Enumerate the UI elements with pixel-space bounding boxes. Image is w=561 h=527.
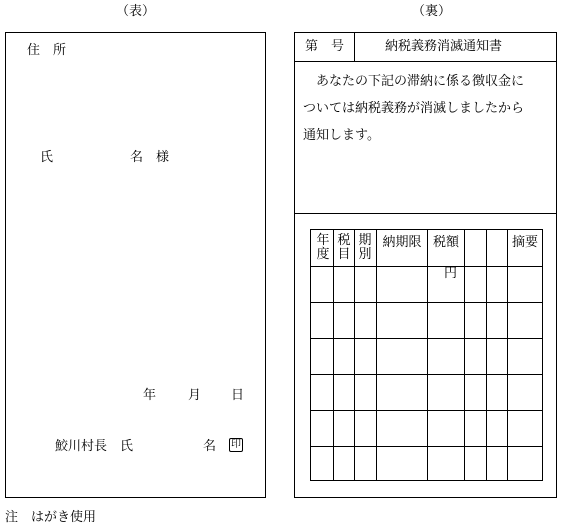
body-line-3: 通知します。	[303, 128, 380, 143]
date-year: 年	[143, 388, 157, 403]
body-line-1: あなたの下記の滞納に係る徴収金に	[316, 74, 525, 89]
header-remarks: 摘要	[511, 235, 538, 250]
header-divider	[294, 61, 557, 62]
address-label: 住 所	[27, 43, 67, 58]
usage-note: 注 はがき使用	[5, 510, 97, 525]
front-heading: （表）	[116, 4, 156, 19]
header-due-date: 納期限	[382, 235, 422, 250]
header-tax-item: 税目	[337, 233, 351, 262]
name-suffix: 名 様	[130, 150, 170, 165]
header-period: 期別	[358, 233, 372, 262]
yen-unit: 円	[444, 266, 458, 281]
body-line-2: ついては納税義務が消滅しましたから	[303, 101, 525, 116]
header-tax-amount: 税額	[432, 235, 459, 250]
header-blank-1	[465, 236, 486, 256]
header-separator	[354, 32, 355, 62]
header-year: 年度	[316, 233, 330, 262]
seal-text: 印	[231, 439, 241, 450]
date-month: 月	[188, 388, 202, 403]
number-label: 第 号	[305, 39, 345, 54]
issuer-name-label: 名	[203, 439, 217, 454]
seal-mark	[229, 438, 243, 452]
notice-title: 納税義務消滅通知書	[385, 39, 503, 54]
back-heading: （裏）	[412, 4, 452, 19]
issuer-label: 鮫川村長 氏	[55, 439, 134, 454]
name-label: 氏	[40, 150, 54, 165]
front-card	[5, 32, 266, 498]
date-day: 日	[231, 388, 245, 403]
section-divider	[294, 213, 557, 214]
detail-table	[310, 229, 543, 481]
header-blank-2	[487, 236, 507, 256]
